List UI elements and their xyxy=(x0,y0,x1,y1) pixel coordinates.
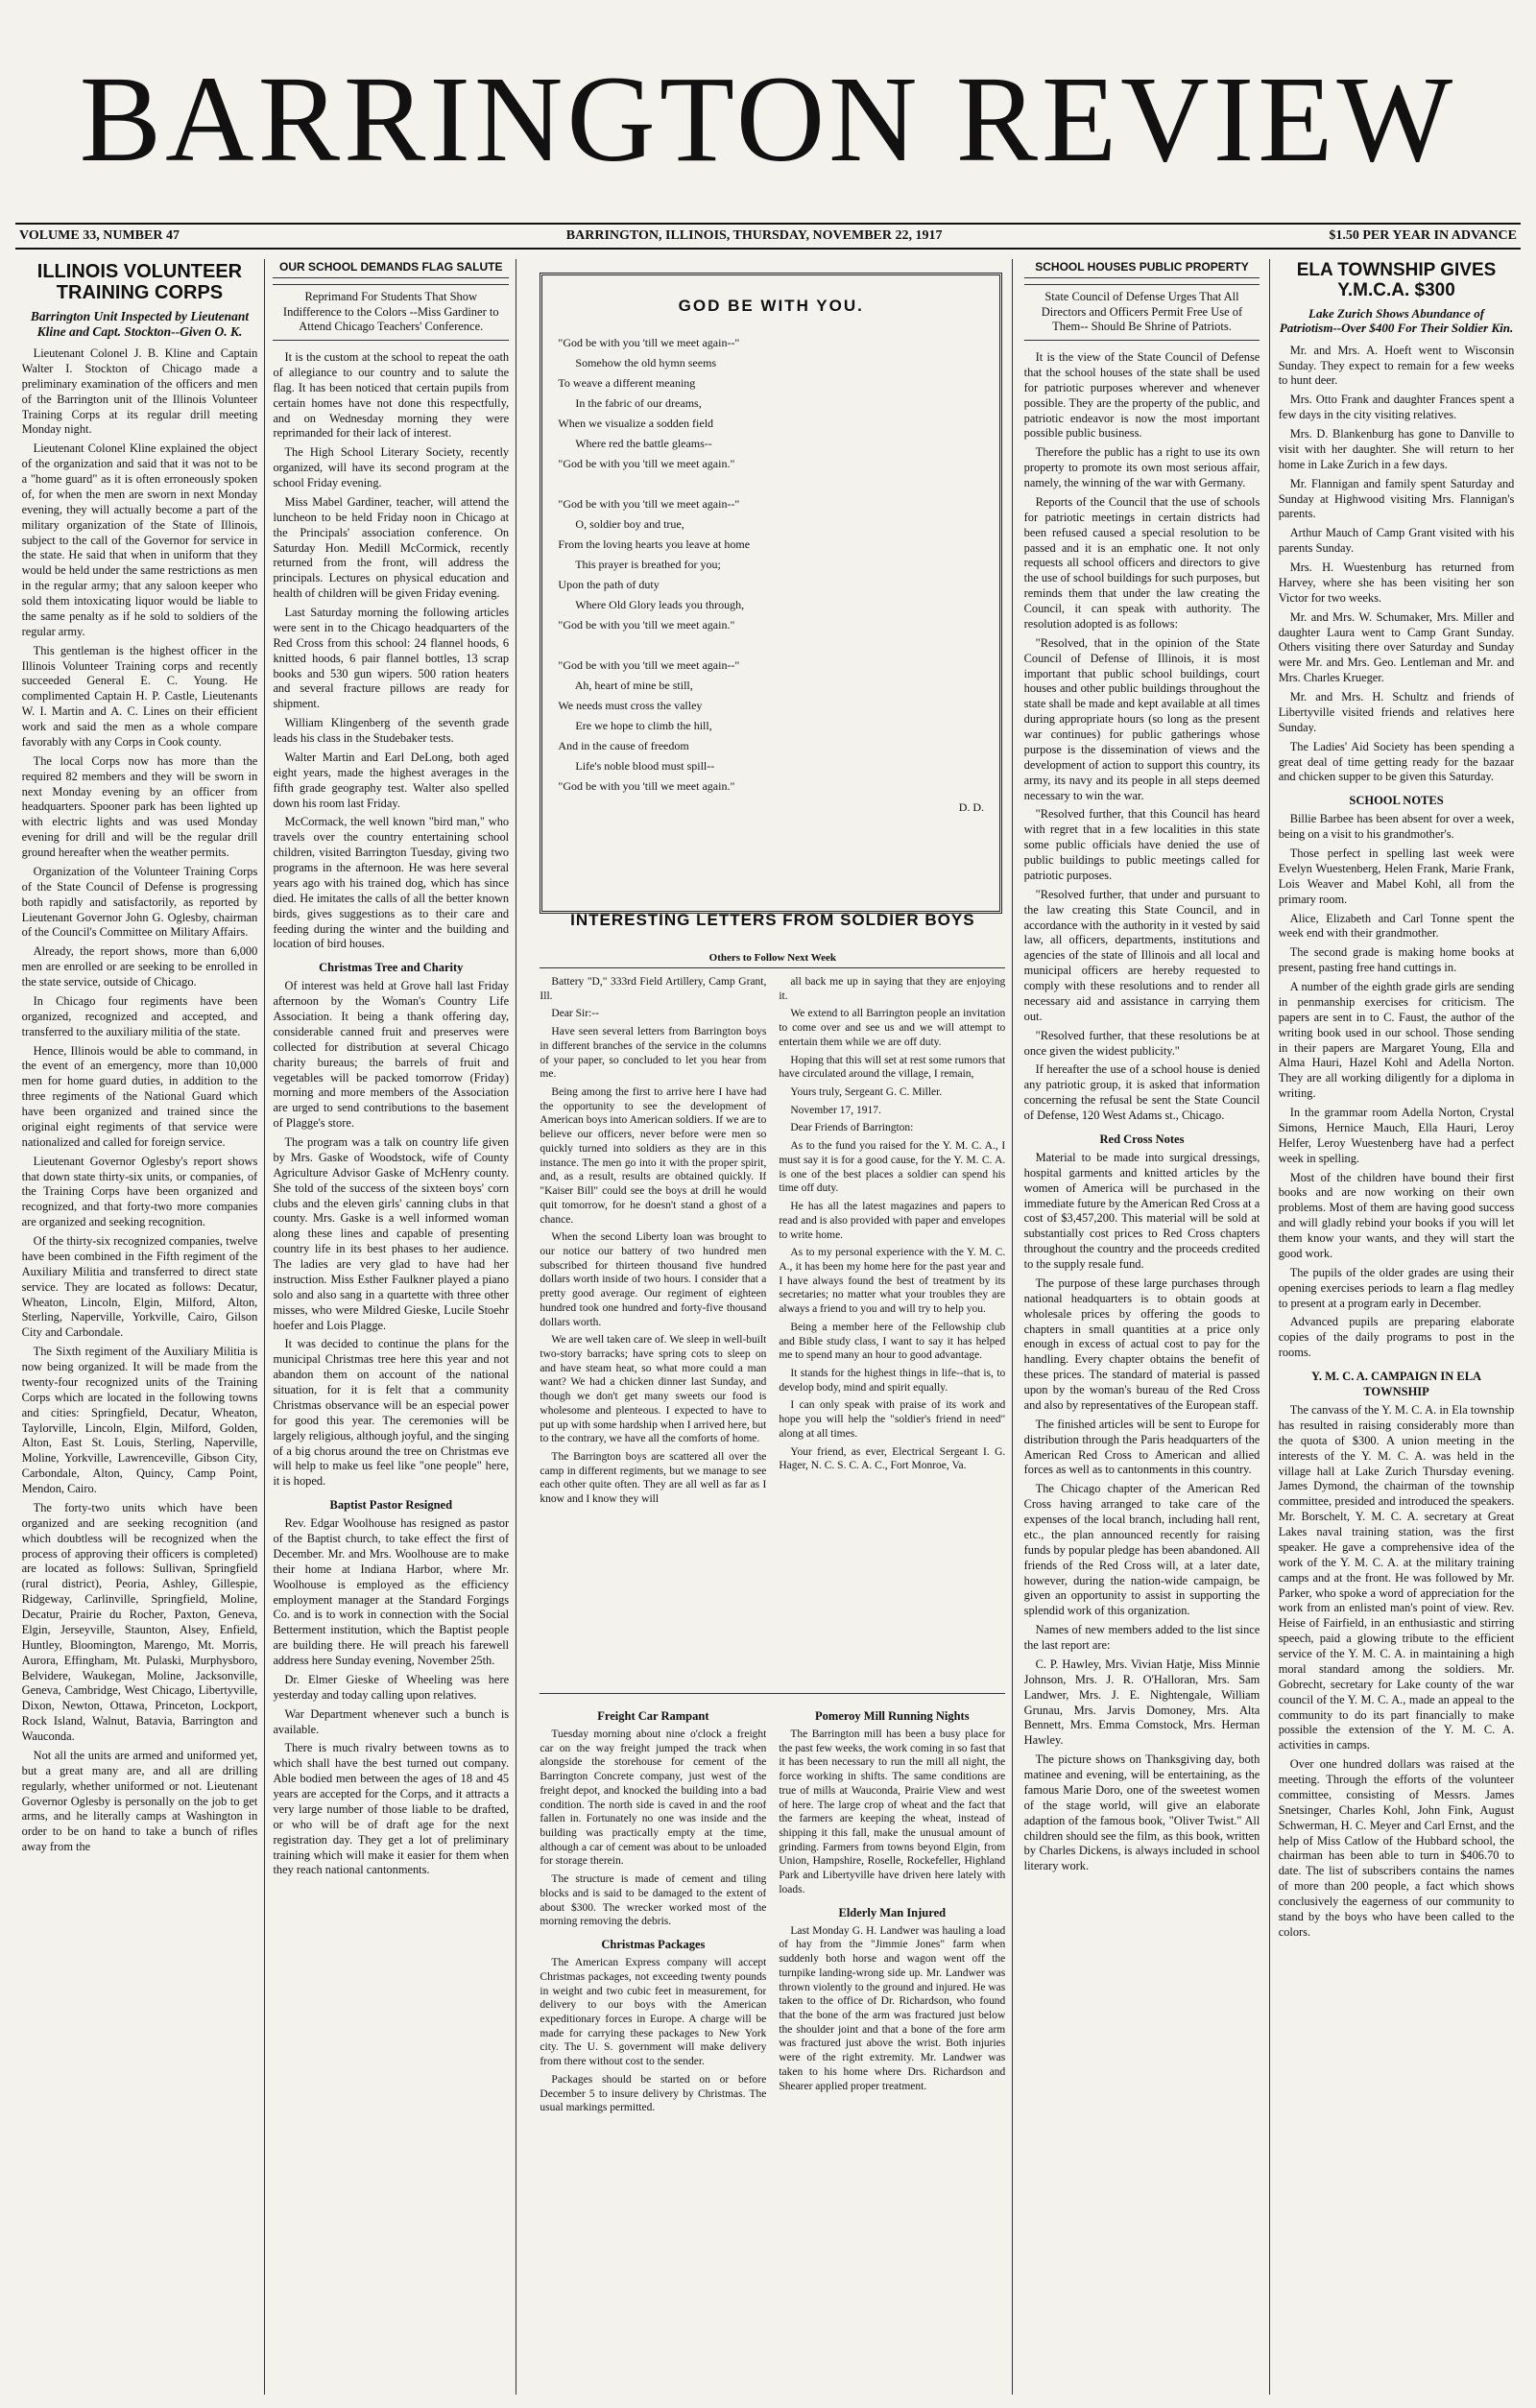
article-body-elderly-man xyxy=(779,1924,1005,2094)
paragraph: Hence, Illinois would be able to command, in the event of an emergency, more than 10,000 men for home guard duties, in addition to the three regiments of the National Guard which have been organized and trained since the original eight regiments of that service were nationalized and called for foreign service. xyxy=(21,1043,258,1149)
poem-line: When we visualize a sodden field xyxy=(558,417,714,430)
paragraph: The Barrington mill has been a busy place for the past few weeks, the work coming in so fast that it has been necessary to run the mill all night, the force working in shifts. The same conditions are true of mills at Wauconda, Prairie View and west of here. The large crop of wheat and the fact that the farmers are keeping the wheat, instead of shipping it this fall, make the unusual amount of grinding. Farmers from towns beyond Elgin, from Union, Hampshire, Roselle, Rockefeller, Highland Park and Libertyville have driven here lately with loads. xyxy=(779,1729,1006,1895)
paragraph: Reports of the Council that the use of schools for patriotic meetings in certain districts had been refused caused a special resolution to be passed and it is an emphatic one. It not only requests all school officers and directors to give the use of school buildings for such purposes, but reminds them that under the law creating the Council, it can speak with authority. The resolution adopted is as follows: xyxy=(1023,494,1260,631)
paragraph: As to the fund you raised for the Y. M. C. A., I must say it is for a good cause, for the Y. M. C. A. is one of the best places a soldier can spend his time off duty. xyxy=(779,1140,1006,1195)
paragraph: He has all the latest magazines and papers to read and is also provided with paper and envelopes to write home. xyxy=(779,1201,1006,1241)
paragraph: The Barrington boys are scattered all over the camp in different regiments, but we manage to see each other quite often. They are all well as far as I know and I know they will xyxy=(540,1451,767,1506)
paragraph: Dear Friends of Barrington: xyxy=(790,1122,914,1134)
paragraph: It is the custom at the school to repeat the oath of allegiance to our country and to salute the flag. It has been noticed that certain pupils from certain homes have not done this respectfully, and on Wednesday morning they were reprimanded for their lack of interest. xyxy=(273,350,510,441)
paragraph: It was decided to continue the plans for the municipal Christmas tree here this year and not abandon them on account of the national situation, for it is felt that a community Christmas observance will be an especial power for good this year. The ceremonies will be largely religious, although joyful, and the singing of a big chorus around the tree on Christmas eve will help to make us feel like "one people" here, it is hoped. xyxy=(273,1337,510,1489)
subhead-red-cross: Red Cross Notes xyxy=(1099,1132,1185,1146)
article-body-christmas-packages xyxy=(540,1956,766,2115)
paragraph: November 17, 1917. xyxy=(790,1104,881,1116)
article-body-pomeroy-mill xyxy=(779,1728,1005,1897)
paragraph: Your friend, as ever, Electrical Sergeant I. G. Hager, N. C. S. C. A. C., Fort Monroe, Va. xyxy=(779,1445,1006,1472)
paragraph: The second grade is making home books at present, pasting free hand cuttings in. xyxy=(1278,945,1515,975)
paragraph: "Resolved, that in the opinion of the State Council of Defense of Illinois, it is most important that public school buildings, court houses and other public buildings throughout the state shall be made and kept available at all times during appropriate hours (so long as the present war continues) for public gatherings whose purpose is the dissemination of views and the development of action to support this country, its army, its navy and its people in all steps deemed necessary to win the war. xyxy=(1023,635,1260,802)
column-volunteer-corps xyxy=(22,259,258,2395)
poem-line: "God be with you 'till we meet again--" xyxy=(558,497,740,511)
paragraph: This gentleman is the highest officer in the Illinois Volunteer Training corps and recently succeeded General E. C. Young. He complimented Captain H. P. Castle, Lieutenants W. I. Martin and A. C. Lines on their efficient work and said the men as a whole compare favorably with any Corps in Cook county. xyxy=(21,643,258,749)
deck-flag-salute: Reprimand For Students That Show Indifference to the Colors --Miss Gardiner to Attend Chicago Teachers' Conference. xyxy=(273,284,509,341)
article-body-christmas-tree xyxy=(273,979,509,1490)
paragraph: "Resolved further, that these resolutions be at once given the widest publicity." xyxy=(1023,1028,1260,1058)
paragraph: The program was a talk on country life given by Mrs. Gaske of Woodstock, wife of County Agriculture Advisor Gaske of McHenry county. She told of the success of the sixteen boys' corn clubs and the eleven girls' canning clubs in that county. Mrs. Gaske is a well informed woman along these lines and capable of presenting country life in its best phases to her audience. The ladies are very glad to have had her instruction. Miss Esther Faulkner played a piano solo and also sang in a quartette with three other misses, who were Mildred Gieske, Lucile Stoehr hoefer and Lois Plagge. xyxy=(273,1135,510,1332)
paragraph: Mr. and Mrs. A. Hoeft went to Wisconsin Sunday. They expect to remain for a few weeks to hunt deer. xyxy=(1278,343,1515,388)
article-body-continued xyxy=(273,1707,509,1879)
poem-line: Where red the battle gleams-- xyxy=(558,437,712,450)
paragraph: Not all the units are armed and uniformed yet, but a great many are, and all are drilling regularly, whether uniformed or not. Lieutenant Governor Oglesby is personally on the job to get arms, and he literally camps at Washington in order to be on hand to take a bunch of rifles away from the xyxy=(21,1748,258,1854)
paragraph: "Resolved further, that this Council has heard with regret that in a few localities in this state some public officials have denied the use of public buildings to public meetings called for patriotic purposes. xyxy=(1023,807,1260,882)
column-rule xyxy=(1269,259,1270,2395)
letters-subhead: Others to Follow Next Week xyxy=(540,952,1005,968)
paragraph: "Resolved further, that under and pursuant to the law creating this State Council, and in accordance with the authority in it vested by said law, all officers, departments, institutions and agencies of the state of Illinois and all local and municipal officers are hereby requested to comply with these resolutions and to render all necessary aid and assistance in carrying them out. xyxy=(1023,887,1260,1023)
poem-line: Life's noble blood must spill-- xyxy=(558,759,715,773)
article-body-ela-news xyxy=(1279,344,1515,786)
subhead-volunteer-corps: Barrington Unit Inspected by Lieutenant Kline and Capt. Stockton--Given O. K. xyxy=(30,309,250,339)
paragraph: Billie Barbee has been absent for over a week, being on a visit to his grandmother's. xyxy=(1278,812,1515,842)
article-body-red-cross xyxy=(1024,1151,1260,1874)
poem-line: In the fabric of our dreams, xyxy=(558,396,702,410)
poem-title: GOD BE WITH YOU. xyxy=(678,297,864,315)
paragraph: Therefore the public has a right to use its own property to promote its own most serious affair, namely, the winning of the war with Germany. xyxy=(1023,445,1260,490)
paragraph: all back me up in saying that they are enjoying it. xyxy=(779,976,1006,1002)
column-freight-car xyxy=(540,1701,766,2395)
poem-line xyxy=(558,474,984,494)
headline-school-houses: SCHOOL HOUSES PUBLIC PROPERTY xyxy=(1024,261,1260,278)
paragraph: Packages should be started on or before December 5 to insure delivery by Christmas. The usual markings permitted. xyxy=(540,2073,767,2114)
poem-line: To weave a different meaning xyxy=(558,376,696,390)
paragraph: The canvass of the Y. M. C. A. in Ela township has resulted in raising considerably more than the quota of $300. A union meeting in the interests of the Y. M. C. A. was held in the village hall at Lake Zurich Thursday evening. James Dymond, the chairman of the township committee, presided and introduced the speakers. Mr. Borschelt, Y. M. C. A. secretary at Great Lakes naval training station, was the first speaker. He gave a comprehensive idea of the work of the Y. M. C. A. at the military training camps and at the front. He was followed by Mr. Parker, who spoke a word of appreciation for the work from an enlisted man's point of view. Rev. Heise of Fairfield, in an enthusiastic and stirring speech, paid a glowing tribute to the efficient service of the Y. M. C. A. in maintaining a high moral standard among the soldiers. Mr. Gobrecht, secretary for Lake county of the war council of the Y. M. C. A., made an appeal to the community to do its part financially to make possible the extension of the Y. M. C. A. activities in camps. xyxy=(1278,1403,1515,1752)
paragraph: I can only speak with praise of its work and hope you will help the "soldier's friend in need" along at all times. xyxy=(779,1399,1006,1440)
paragraph: Dr. Elmer Gieske of Wheeling was here yesterday and today calling upon relatives. xyxy=(273,1672,510,1702)
paragraph: The pupils of the older grades are using their opening exercises periods to learn a flag medley to present at a program early in December. xyxy=(1278,1265,1515,1310)
paragraph: It is the view of the State Council of Defense that the school houses of the state shall be used for patriotic purposes wherever and whenever possible. They are the property of the public, and patriotic endeavor is now the most important possible public business. xyxy=(1023,350,1260,441)
article-body-flag-salute xyxy=(273,350,509,952)
article-body-volunteer-corps xyxy=(22,346,258,1855)
paragraph: Battery "D," 333rd Field Artillery, Camp Grant, Ill. xyxy=(540,976,767,1002)
paragraph: It stands for the highest things in life--that is, to develop body, mind and spirit equally. xyxy=(779,1367,1006,1394)
paragraph: Names of new members added to the list since the last report are: xyxy=(1023,1623,1260,1653)
column-rule xyxy=(264,259,265,2395)
article-body-school-houses xyxy=(1024,350,1260,1124)
poem-line: And in the cause of freedom xyxy=(558,739,689,752)
paragraph: Have seen several letters from Barrington boys in different branches of the service in the columns of your paper, so concluded to let you hear from me. xyxy=(540,1026,767,1081)
paragraph: The structure is made of cement and tiling blocks and is said to be damaged to the extent of about $300. The wrecker worked most of the morning removing the debris. xyxy=(540,1873,767,1928)
headline-volunteer-corps: ILLINOIS VOLUNTEER TRAINING CORPS xyxy=(36,261,243,303)
column-ela-township xyxy=(1279,259,1515,2395)
paragraph: Mr. Flannigan and family spent Saturday and Sunday at Highwood visiting Mrs. Flannigan's parents. xyxy=(1278,476,1515,521)
paragraph: Being a member here of the Fellowship club and Bible study class, I want to say it has helped me to spend many an hour to good advantage. xyxy=(779,1321,1006,1362)
poem-line: Ah, heart of mine be still, xyxy=(558,679,693,692)
paragraph: The finished articles will be sent to Europe for distribution through the Paris headquarters of the American Red Cross to American and allied forces as well as to cantonments in this country. xyxy=(1023,1417,1260,1477)
paragraph: Hoping that this will set at rest some rumors that have circulated around the village, I remain, xyxy=(779,1054,1006,1081)
poem-line xyxy=(558,635,984,656)
paragraph: The forty-two units which have been organized and are seeking recognition (and which doubtless will be recognized when the process of approving their officers is completed) are located as follows: Sullivan, Springfield (rural district), Peoria, Ashley, Gillespie, Ridgeway, Carlinville, Springfield, Moline, Decatur, Prairie du Rocher, Paxton, Geneva, Elgin, Jerseyville, Staunton, Alsey, Enfield, Huntley, Bloomington, Marengo, Mt. Morris, Aurora, Effingham, Mt. Pulaski, Murphysboro, Belvidere, Waukegan, Moline, Jacksonville, Geneva, Cambridge, West Chicago, Libertyville, Dixon, Newton, Ottawa, Princeton, Lockport, Rock Island, Walnut, Batavia, Barrington and Wauconda. xyxy=(21,1500,258,1744)
paragraph: Tuesday morning about nine o'clock a freight car on the way freight jumped the track when alongside the storehouse for cement of the Barrington Concrete company, just west of the freight depot, and knocked the building into a bad condition. The north side is caved in and the roof fallen in. Fortunately no one was inside and the building was practically empty at the time, although a car of cement was about to be unloaded for storage therein. xyxy=(540,1729,767,1868)
section-divider xyxy=(540,1693,1005,1694)
poem-line: This prayer is breathed for you; xyxy=(558,558,721,571)
deck-school-houses: State Council of Defense Urges That All Directors and Officers Permit Free Use of Them-- Should Be Shrine of Patriots. xyxy=(1024,284,1260,341)
headline-ela-township: ELA TOWNSHIP GIVES Y.M.C.A. $300 xyxy=(1296,260,1497,300)
paragraph: Organization of the Volunteer Training Corps of the State Council of Defense is progressing both rapidly and satisfactorily, as reported by Lieutenant Governor John G. Oglesby, chairman of the Council's Committee on Military Affairs. xyxy=(21,864,258,940)
subhead-pomeroy-mill: Pomeroy Mill Running Nights xyxy=(815,1709,970,1723)
issue-date: BARRINGTON, ILLINOIS, THURSDAY, NOVEMBER 22, 1917 xyxy=(565,228,943,243)
poem-line: From the loving hearts you leave at home xyxy=(558,537,751,551)
poem-line: Where Old Glory leads you through, xyxy=(558,598,745,611)
paragraph: Material to be made into surgical dressings, hospital garments and knitted articles by the women of America will be purchased in the immediate future by the American Red Cross at a cost of $3,457,200. This material will be sold at substantially cost prices to Red Cross chapters throughout the country and the proceeds credited to the supply resale fund. xyxy=(1023,1150,1260,1272)
subhead-elderly-man: Elderly Man Injured xyxy=(838,1905,947,1919)
paragraph: C. P. Hawley, Mrs. Vivian Hatje, Miss Minnie Johnson, Mrs. J. R. O'Halloran, Mrs. Sam Landwer, Mrs. J. E. Nightengale, William Grunau, Mrs. Jarvis Domoney, Mrs. Alta Bennett, Mrs. Emma Comstock, Mrs. Herman Hawley. xyxy=(1023,1657,1260,1748)
paragraph: War Department whenever such a bunch is available. xyxy=(273,1706,510,1736)
poem-line: Upon the path of duty xyxy=(558,578,660,591)
article-body-ymca-campaign xyxy=(1279,1403,1515,1941)
paragraph: Dear Sir:-- xyxy=(551,1008,599,1020)
subhead-freight-car: Freight Car Rampant xyxy=(597,1709,709,1723)
poem-line: Somehow the old hymn seems xyxy=(558,356,717,370)
paragraph: Lieutenant Governor Oglesby's report shows that down state thirty-six units, or companies, of the Training Corps have been organized and recognized, and that forty-two more companies are organized and seeking recognition. xyxy=(21,1154,258,1229)
paragraph: When the second Liberty loan was brought to our notice our battery of two hundred men subscribed for thirteen thousand five hundred dollars worth inside of two hours. I consider that a pretty good average. Our regiment of eighteen hundred took one hundred and forty-five thousand dollars worth. xyxy=(540,1231,767,1328)
column-school-flag xyxy=(273,259,509,2395)
paragraph: Yours truly, Sergeant G. C. Miller. xyxy=(790,1086,943,1099)
poem-line: "God be with you 'till we meet again--" xyxy=(558,336,740,349)
paragraph: Walter Martin and Earl DeLong, both aged eight years, made the highest averages in the fifth grade geography test. Walter also spelled down his room last Friday. xyxy=(273,750,510,810)
paragraph: Mrs. H. Wuestenburg has returned from Harvey, where she has been visiting her son Victor for two weeks. xyxy=(1278,560,1515,605)
paragraph: The Ladies' Aid Society has been spending a great deal of time getting ready for the bazaar and chicken supper to be given this Saturday. xyxy=(1278,739,1515,784)
letter-miller xyxy=(540,975,766,1685)
poem-signature: D. D. xyxy=(958,800,985,814)
paragraph: Being among the first to arrive here I have had the opportunity to see the development of American boys into American soldiers. If we are to believe our officers, never before were men so quickly turned into soldiers as they are in this instance. The men go into it with the proper spirit, and, as a result, results are obtained quickly. If "Kaiser Bill" could see the boys at drill he would quit tomorrow, for he doesn't stand a ghost of a chance. xyxy=(540,1086,767,1226)
paragraph: Lieutenant Colonel J. B. Kline and Captain Walter I. Stockton of Chicago made a preliminary examination of the officers and men of the Barrington unit of the Illinois Volunteer Training Corps at its regular drill meeting Monday night. xyxy=(21,346,258,437)
paragraph: McCormack, the well known "bird man," who travels over the country entertaining school children, visited Barrington Tuesday, giving two programs in the afternoon. He was here several years ago with his trained dog, which has since died. He imitates the calls of all the better known birds, gives suggestions as to their care and feeding during the winter and the building and location of bird houses. xyxy=(273,815,510,951)
subhead-christmas-tree: Christmas Tree and Charity xyxy=(319,961,464,975)
paragraph: In Chicago four regiments have been organized, recognized and accepted, and transferred to the auxiliary militia of the state. xyxy=(21,993,258,1038)
subhead-ela-township: Lake Zurich Shows Abundance of Patriotism--Over $400 For Their Soldier Kin. xyxy=(1279,305,1514,335)
poem-line: "God be with you 'till we meet again--" xyxy=(558,658,740,672)
article-body-freight-car xyxy=(540,1728,766,1929)
subhead-school-notes: SCHOOL NOTES xyxy=(1349,794,1444,808)
dateline xyxy=(15,223,1521,250)
paragraph: The local Corps now has more than the required 82 members and they will be sworn in next Monday evening by an officer from headquarters. Spooner park has been lighted up with electric lights and was used Monday evening for drill and will be the regular drill ground hereafter when the weather permits. xyxy=(21,753,258,860)
poem-line: "God be with you 'till we meet again." xyxy=(558,618,735,632)
paragraph: The American Express company will accept Christmas packages, not exceeding twenty pounds in weight and two cubic feet in measurement, for delivery to our boys with the American expeditionary forces in Europe. A charge will be made for carrying these packages to New York city. The U. S. government will make delivery from there without cost to the sender. xyxy=(540,1957,767,2068)
paragraph: Lieutenant Colonel Kline explained the object of the organization and said that it was not to be a "home guard" as it is often erroneously spoken of, for when the men are sworn in next Monday evening, they will actually become a part of the military organization of the State of Illinois, subject to the call of the Governor for service in the state. He said that when in uniform that they would be held under the same restrictions as men in the regular army; that any saloon keeper who sold them intoxicating liquor would be liable to the same penalty as if he sold to soldiers of the regular army. xyxy=(21,441,258,638)
paragraph: Arthur Mauch of Camp Grant visited with his parents Sunday. xyxy=(1278,526,1515,556)
column-school-houses xyxy=(1024,259,1260,2395)
volume-number: VOLUME 33, NUMBER 47 xyxy=(19,228,180,243)
paragraph: Most of the children have bound their first books and are now working on their own problems. Most of them are having good success and will gladly rebind your books if you will let them know your wants, and they will start the good work. xyxy=(1278,1170,1515,1260)
column-pomeroy-mill xyxy=(779,1701,1005,2395)
paragraph: Of the thirty-six recognized companies, twelve have been combined in the Fifth regiment of the Auxiliary Militia and transferred to direct state service. They are located as follows: Decatur, Wheaton, Lincoln, Elgin, Milford, Alton, Sterling, Naperville, Yorkville, Cairo, Gilson City and Carbondale. xyxy=(21,1234,258,1340)
subhead-ymca-campaign: Y. M. C. A. CAMPAIGN IN ELA TOWNSHIP xyxy=(1310,1370,1482,1399)
subhead-christmas-packages: Christmas Packages xyxy=(601,1938,706,1952)
letters-banner: INTERESTING LETTERS FROM SOLDIER BOYS xyxy=(570,911,975,929)
paragraph: Last Saturday morning the following articles were sent in to the Chicago headquarters of the Red Cross from this school: 24 flannel hoods, 6 knitted hoods, 6 pair flannel bottles, 13 scrap books and 530 gun wipers. 500 ration heaters and several fracture pillows are ready for shipment. xyxy=(273,606,510,711)
paragraph: Mrs. Otto Frank and daughter Frances spent a few days in the city visiting relatives. xyxy=(1278,393,1515,422)
paragraph: Of interest was held at Grove hall last Friday afternoon by the Woman's Country Life Association. It being a thank offering day, considerable canned fruit and preserves were collected for distribution at several Chicago charity bureaus; the barrels of fruit and vegetables will be packed tomorrow (Friday) morning and more members of the Association are urged to send contributions to the basement of Plagge's store. xyxy=(273,979,510,1131)
paragraph: If hereafter the use of a school house is denied any patriotic group, it is asked that information concerning the refusal be sent the State Council of Defense, 120 West Adams st., Chicago. xyxy=(1023,1062,1260,1123)
paragraph: We are well taken care of. We sleep in well-built two-story barracks; have spring cots to sleep on and have steam heat, so what more could a man want? We had a chicken dinner last Sunday, and though we don't get many sweets our food is wholesome and plenteous. I expected to have to put up with some hardship when I arrived here, but to the contrary, we have all the comforts of home. xyxy=(540,1334,767,1445)
paragraph: Mr. and Mrs. H. Schultz and friends of Libertyville visited friends and relatives here Sunday. xyxy=(1278,690,1515,734)
article-body-baptist-pastor xyxy=(273,1516,509,1704)
poem-box xyxy=(540,273,1002,914)
paragraph: A number of the eighth grade girls are sending in penmanship exercises for criticism. The papers are sent in to C. Faust, the author of the writing book used in our school. Those sending in their papers are Margaret Young, Ella and Alma Hauri, Hazel Kohl and Adella Norton. They are all working diligently for a diploma in writing. xyxy=(1278,980,1515,1101)
paragraph: The High School Literary Society, recently organized, will have its second program at the school Friday evening. xyxy=(273,445,510,490)
paragraph: Over one hundred dollars was raised at the meeting. Through the efforts of the volunteer committee, consisting of Messrs. James Snetsinger, Charles Kohl, John Fink, August Schwerman, H. C. Meyer and Carl Ernst, and the help of Miss Catlow of the Hubbard school, the chairman has been able to turn in $406.70 to date. The list of subscribers contains the names of more than 200 people, a fact which shows conclusively the eagerness of our community to stand by the boys who have been called to the colors. xyxy=(1278,1757,1515,1939)
article-body-school-notes xyxy=(1279,812,1515,1361)
paragraph: Mr. and Mrs. W. Schumaker, Mrs. Miller and daughter Laura went to Camp Grant Sunday. Others visiting there over Saturday and Sunday were Mr. and Mrs. Geo. Lentleman and Mr. and Mrs. Charles Krueger. xyxy=(1278,609,1515,685)
paragraph: William Klingenberg of the seventh grade leads his class in the Studebaker tests. xyxy=(273,716,510,746)
paragraph: There is much rivalry between towns as to which shall have the best turned out company. Able bodied men between the ages of 18 and 45 years are accepted for the Corps, and it attracts a very large number of those liable to be drafted, or who will be of draft age for the next registration day. They get a lot of preliminary training which will make it easier for them when they reach national cantonments. xyxy=(273,1741,510,1877)
paragraph: Already, the report shows, more than 6,000 men are enrolled or are seeking to be enrolled in the state service, outside of Chicago. xyxy=(21,944,258,989)
paragraph: The Sixth regiment of the Auxiliary Militia is now being organized. It will be made from the twenty-four recognized units of the Training Corps which are located in the following towns and cities: Springfield, Decatur, Wheaton, Taylorville, Lincoln, Elgin, Milford, Golden, Alton, East St. Louis, Sterling, Naperville, Moline, Yorkville, Lawrenceville, Gibson City, Carbondale, Alton, Quincy, Camp Point, Mendon, Cairo. xyxy=(21,1345,258,1496)
paragraph: Advanced pupils are preparing elaborate copies of the daily programs to post in the rooms. xyxy=(1278,1315,1515,1360)
paragraph: As to my personal experience with the Y. M. C. A., it has been my home here for the past year and I have always found the best of treatment by its secretaries; no matter what your troubles they are always a friend to you and will try to help you. xyxy=(779,1247,1006,1316)
column-rule xyxy=(1012,259,1013,2395)
poem-line: "God be with you 'till we meet again." xyxy=(558,457,735,470)
paragraph: The purpose of these large purchases through national headquarters is to obtain goods at wholesale prices by offering the goods to chapters in small quantities at a price only enough in excess of actual cost to pay for the handling. Every chapter obtains the benefit of these prices. The standard of material is passed upon by the woman's bureau of the Red Cross and also by representatives of the European staff. xyxy=(1023,1276,1260,1412)
subhead-baptist-pastor: Baptist Pastor Resigned xyxy=(329,1498,453,1513)
letter-hager-body xyxy=(779,975,1005,1473)
headline-flag-salute: OUR SCHOOL DEMANDS FLAG SALUTE xyxy=(273,261,509,278)
paragraph: Last Monday G. H. Landwer was hauling a load of hay from the "Jimmie Jones" farm when suddenly both horse and wagon went off the turnpike landing-wrong side up. Mr. Landwer was thrown violently to the ground and injured. He was taken to the office of Dr. Richardson, who found that the bone of the arm was fractured just below the shoulder joint and that a bone of the fore arm was fractured just above the wrist. Both injuries were of the right extremity. Mr. Landwer was taken to his home where Drs. Richardson and Shearer applied proper treatment. xyxy=(779,1924,1006,2092)
paragraph: In the grammar room Adella Norton, Crystal Simons, Hernice Mauch, Ella Hauri, Leroy Helfer, Leroy Wuestenberg have had a perfect week in spelling. xyxy=(1278,1106,1515,1165)
paragraph: We extend to all Barrington people an invitation to come over and see us and we will attempt to entertain them while we are off duty. xyxy=(779,1008,1006,1048)
subscription-price: $1.50 PER YEAR IN ADVANCE xyxy=(1329,228,1517,243)
paragraph: The Chicago chapter of the American Red Cross having arranged to take care of the expenses of the local branch, including hall rent, etc., the plan announced recently for raising funds by popular pledge has been abandoned. All friends of the Red Cross will, at a later date, however, during the nation-wide campaign, be given an opportunity to assist in supporting the splendid work of this organization. xyxy=(1023,1482,1260,1618)
paragraph: Those perfect in spelling last week were Evelyn Wuestenberg, Helen Frank, Marie Frank, Lois Weaver and Mabel Kohl, all from the primary room. xyxy=(1278,846,1515,906)
paragraph: Rev. Edgar Woolhouse has resigned as pastor of the Baptist church, to take effect the first of December. Mr. and Mrs. Woolhouse are to make their home at Indiana Harbor, where Mr. Woolhouse is employed as the efficiency employment manager at the Standard Forgings Co. and is to work in connection with the Social Betterment institution, which the Baptist people are building there. He will preach his farewell address here Sunday evening, November 25th. xyxy=(273,1516,510,1668)
letter-hager xyxy=(779,975,1005,1685)
paragraph: Alice, Elizabeth and Carl Tonne spent the week end with their grandmother. xyxy=(1278,911,1515,941)
masthead-title: BARRINGTON REVIEW xyxy=(79,51,1457,187)
letter-miller-body xyxy=(540,975,766,1507)
poem-lines xyxy=(558,333,984,797)
poem-line: Ere we hope to climb the hill, xyxy=(558,719,712,732)
paragraph: Mrs. D. Blankenburg has gone to Danville to visit with her daughter. She will return to her home in Lake Zurich in a few days. xyxy=(1278,427,1515,471)
poem-line: We needs must cross the valley xyxy=(558,699,703,712)
poem-line: O, soldier boy and true, xyxy=(558,517,684,531)
paragraph: The picture shows on Thanksgiving day, both matinee and evening, will be entertaining, as the famous Marie Doro, one of the sweetest women of the stage world, will give an elaborate adaption of the famous book, "Oliver Twist." All children should see the film, as this book, written by Charles Dickens, is always included in school literary work. xyxy=(1023,1752,1260,1873)
paragraph: Miss Mabel Gardiner, teacher, will attend the luncheon to be held Friday noon in Chicago at the Principals' association conference. On Saturday Hon. Medill McCormick, recently returned from the front, will address the principals. Lectures on physical education and health of children will be given Friday evening. xyxy=(273,494,510,601)
poem-line: "God be with you 'till we meet again." xyxy=(558,779,735,793)
